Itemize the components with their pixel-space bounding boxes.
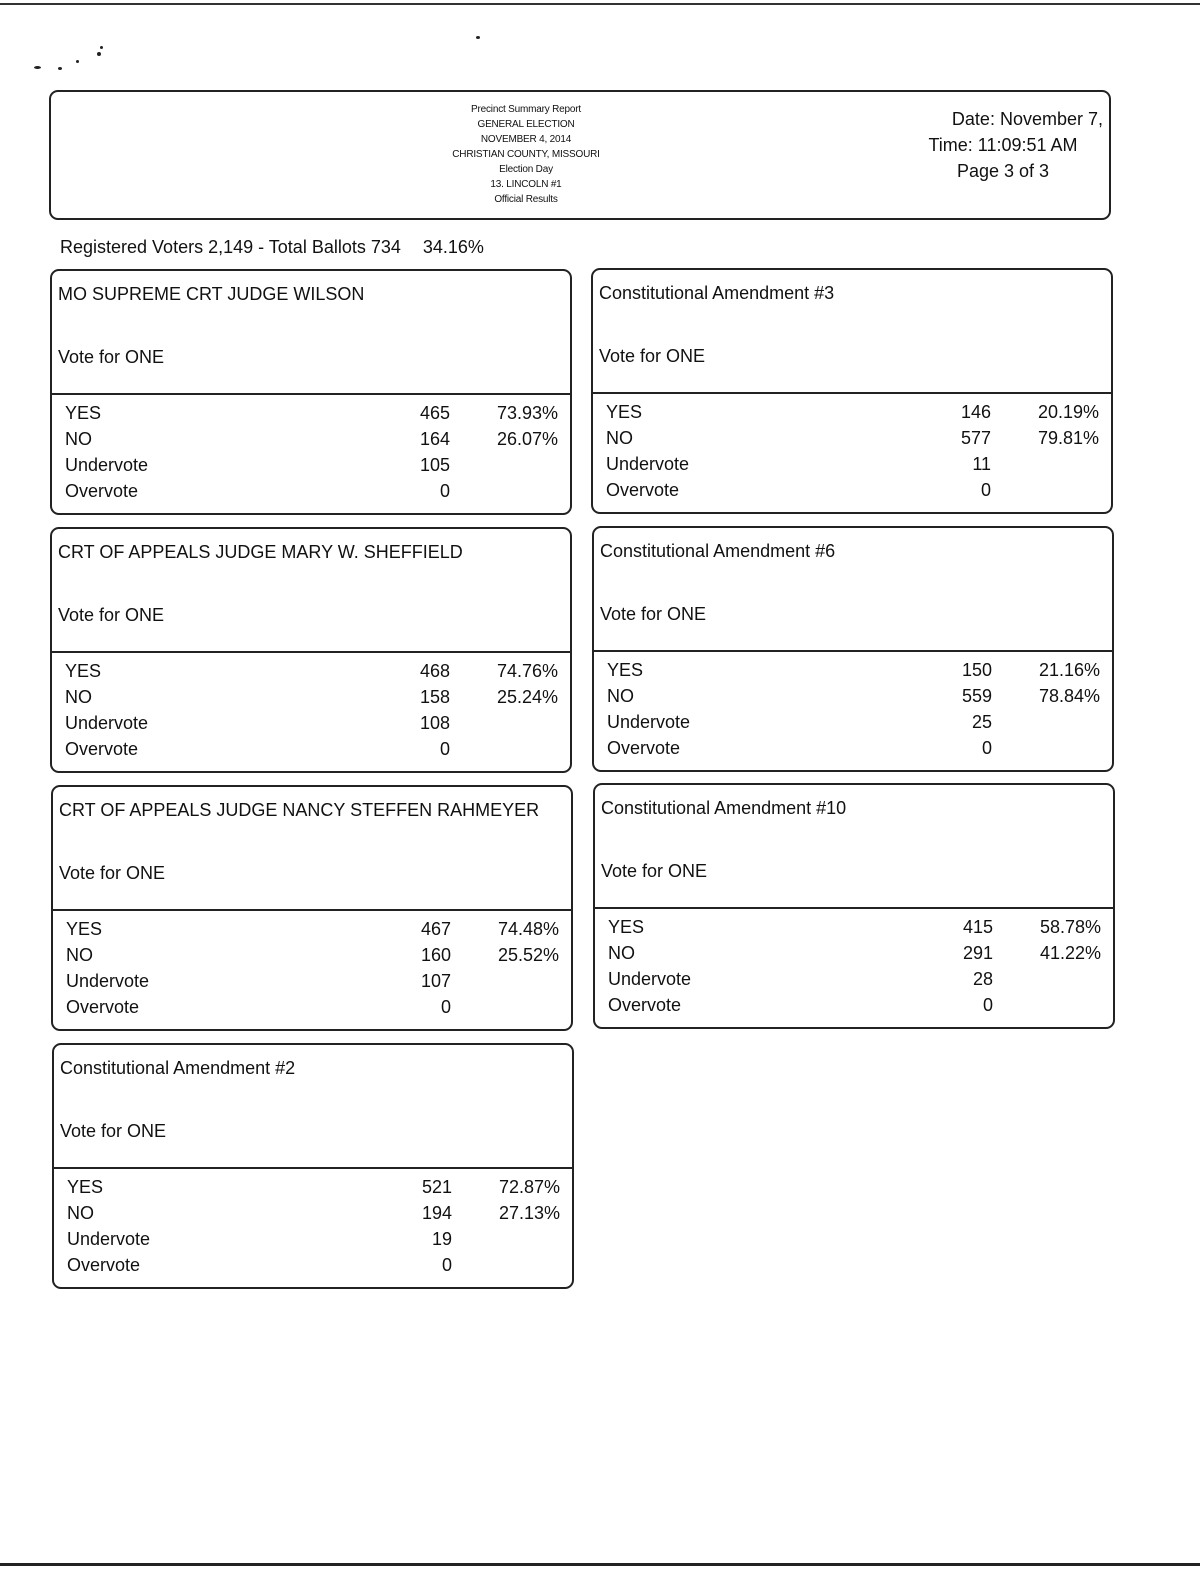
result-row xyxy=(52,429,570,455)
result-row xyxy=(593,454,1111,480)
vote-count: 0 xyxy=(439,481,450,501)
vote-percent: 58.78% xyxy=(1039,917,1101,937)
vote-count: 25 xyxy=(971,712,992,732)
choice-label: Overvote xyxy=(606,480,680,500)
choice-label: Undervote xyxy=(67,1229,151,1249)
vote-percent: 41.22% xyxy=(1039,943,1101,963)
vote-count: 164 xyxy=(419,429,450,449)
result-row xyxy=(54,1177,572,1203)
scan-speck xyxy=(34,66,41,69)
report-title-line: 13. LINCOLN #1 xyxy=(490,179,562,190)
race-header xyxy=(54,1045,572,1169)
race-title: Constitutional Amendment #6 xyxy=(600,541,836,561)
race-header xyxy=(595,785,1113,909)
race-results xyxy=(595,917,1113,1021)
report-time: Time: 11:09:51 AM xyxy=(928,135,1078,155)
choice-label: NO xyxy=(608,943,635,963)
vote-count: 0 xyxy=(981,738,992,758)
race-header xyxy=(52,529,570,653)
report-title-line: GENERAL ELECTION xyxy=(477,119,575,130)
race-results xyxy=(53,919,571,1023)
report-title-line: Election Day xyxy=(499,164,553,175)
choice-label: Overvote xyxy=(607,738,681,758)
choice-label: Overvote xyxy=(67,1255,141,1275)
race-results xyxy=(52,403,570,507)
choice-label: YES xyxy=(608,917,645,937)
race-box xyxy=(591,268,1113,514)
vote-count: 0 xyxy=(980,480,991,500)
result-row xyxy=(595,917,1113,943)
race-vote-for: Vote for ONE xyxy=(600,604,707,624)
vote-count: 0 xyxy=(439,739,450,759)
race-box xyxy=(592,526,1114,772)
vote-percent: 27.13% xyxy=(498,1203,560,1223)
vote-count: 0 xyxy=(982,995,993,1015)
scan-speck xyxy=(97,52,101,56)
vote-count: 150 xyxy=(961,660,992,680)
choice-label: Undervote xyxy=(608,969,692,989)
vote-percent: 20.19% xyxy=(1037,402,1099,422)
race-title: MO SUPREME CRT JUDGE WILSON xyxy=(58,284,365,304)
race-header xyxy=(593,270,1111,394)
race-results xyxy=(594,660,1112,764)
result-row xyxy=(594,660,1112,686)
report-meta xyxy=(903,106,1103,184)
result-row xyxy=(53,997,571,1023)
race-box xyxy=(51,785,573,1031)
report-title-line: CHRISTIAN COUNTY, MISSOURI xyxy=(452,149,600,160)
result-row xyxy=(54,1255,572,1281)
result-row xyxy=(595,969,1113,995)
vote-count: 194 xyxy=(421,1203,452,1223)
race-results xyxy=(593,402,1111,506)
vote-percent: 25.52% xyxy=(497,945,559,965)
vote-count: 465 xyxy=(419,403,450,423)
race-vote-for: Vote for ONE xyxy=(58,605,165,625)
vote-count: 28 xyxy=(972,969,993,989)
turnout-percent: 34.16% xyxy=(422,237,484,257)
scan-speck xyxy=(100,46,103,49)
race-header xyxy=(53,787,571,911)
result-row xyxy=(593,480,1111,506)
choice-label: Undervote xyxy=(606,454,690,474)
result-row xyxy=(595,943,1113,969)
report-title-line: Precinct Summary Report xyxy=(471,104,581,115)
race-header xyxy=(594,528,1112,652)
choice-label: Undervote xyxy=(66,971,150,991)
choice-label: YES xyxy=(67,1177,104,1197)
race-title: CRT OF APPEALS JUDGE MARY W. SHEFFIELD xyxy=(58,542,463,562)
result-row xyxy=(53,919,571,945)
turnout-summary xyxy=(60,237,484,258)
result-row xyxy=(52,403,570,429)
result-row xyxy=(54,1229,572,1255)
race-vote-for: Vote for ONE xyxy=(601,861,708,881)
result-row xyxy=(593,428,1111,454)
report-title-line: NOVEMBER 4, 2014 xyxy=(480,134,572,145)
vote-count: 108 xyxy=(419,713,450,733)
vote-count: 577 xyxy=(960,428,991,448)
vote-count: 415 xyxy=(962,917,993,937)
result-row xyxy=(594,738,1112,764)
choice-label: Overvote xyxy=(66,997,140,1017)
choice-label: Undervote xyxy=(607,712,691,732)
race-results xyxy=(52,661,570,765)
choice-label: NO xyxy=(65,429,92,449)
vote-count: 0 xyxy=(441,1255,452,1275)
vote-count: 559 xyxy=(961,686,992,706)
race-vote-for: Vote for ONE xyxy=(59,863,166,883)
choice-label: Overvote xyxy=(65,739,139,759)
result-row xyxy=(52,481,570,507)
choice-label: NO xyxy=(65,687,92,707)
vote-percent: 74.76% xyxy=(496,661,558,681)
vote-count: 468 xyxy=(419,661,450,681)
result-row xyxy=(54,1203,572,1229)
result-row xyxy=(52,687,570,713)
result-row xyxy=(593,402,1111,428)
vote-percent: 79.81% xyxy=(1037,428,1099,448)
race-header xyxy=(52,271,570,395)
race-box xyxy=(52,1043,574,1289)
choice-label: Overvote xyxy=(65,481,139,501)
vote-percent: 26.07% xyxy=(496,429,558,449)
vote-percent: 74.48% xyxy=(497,919,559,939)
race-box xyxy=(50,527,572,773)
choice-label: Overvote xyxy=(608,995,682,1015)
vote-count: 521 xyxy=(421,1177,452,1197)
race-title: Constitutional Amendment #2 xyxy=(60,1058,296,1078)
vote-count: 19 xyxy=(431,1229,452,1249)
vote-count: 0 xyxy=(440,997,451,1017)
result-row xyxy=(52,739,570,765)
registered-voters-text: Registered Voters 2,149 - Total Ballots 734 xyxy=(60,237,401,257)
race-vote-for: Vote for ONE xyxy=(599,346,706,366)
choice-label: YES xyxy=(66,919,103,939)
result-row xyxy=(53,971,571,997)
result-row xyxy=(594,686,1112,712)
choice-label: NO xyxy=(66,945,93,965)
result-row xyxy=(594,712,1112,738)
vote-percent: 72.87% xyxy=(498,1177,560,1197)
scan-speck xyxy=(476,36,480,39)
choice-label: YES xyxy=(606,402,643,422)
vote-count: 105 xyxy=(419,455,450,475)
vote-percent: 25.24% xyxy=(496,687,558,707)
choice-label: YES xyxy=(65,403,102,423)
scan-edge-top xyxy=(0,3,1200,5)
race-box xyxy=(593,783,1115,1029)
vote-percent: 78.84% xyxy=(1038,686,1100,706)
race-title: CRT OF APPEALS JUDGE NANCY STEFFEN RAHMEYER xyxy=(59,800,540,820)
choice-label: YES xyxy=(65,661,102,681)
choice-label: YES xyxy=(607,660,644,680)
result-row xyxy=(595,995,1113,1021)
race-title: Constitutional Amendment #10 xyxy=(601,798,847,818)
report-title-block xyxy=(381,102,671,207)
vote-percent: 73.93% xyxy=(496,403,558,423)
choice-label: Undervote xyxy=(65,713,149,733)
race-box xyxy=(50,269,572,515)
choice-label: NO xyxy=(607,686,634,706)
choice-label: NO xyxy=(606,428,633,448)
result-row xyxy=(52,713,570,739)
race-vote-for: Vote for ONE xyxy=(60,1121,167,1141)
vote-count: 146 xyxy=(960,402,991,422)
result-row xyxy=(52,661,570,687)
choice-label: NO xyxy=(67,1203,94,1223)
race-title: Constitutional Amendment #3 xyxy=(599,283,835,303)
report-date: Date: November 7, xyxy=(951,109,1103,129)
result-row xyxy=(52,455,570,481)
race-vote-for: Vote for ONE xyxy=(58,347,165,367)
report-header xyxy=(49,90,1111,220)
vote-count: 158 xyxy=(419,687,450,707)
result-row xyxy=(53,945,571,971)
scan-speck xyxy=(58,67,62,70)
report-title-line: Official Results xyxy=(494,194,558,205)
choice-label: Undervote xyxy=(65,455,149,475)
scan-speck xyxy=(76,60,79,63)
scan-edge-bottom xyxy=(0,1563,1200,1566)
race-results xyxy=(54,1177,572,1281)
vote-count: 160 xyxy=(420,945,451,965)
vote-count: 11 xyxy=(972,454,991,474)
vote-count: 291 xyxy=(962,943,993,963)
vote-count: 467 xyxy=(420,919,451,939)
page-indicator: Page 3 of 3 xyxy=(956,161,1050,181)
vote-count: 107 xyxy=(420,971,451,991)
vote-percent: 21.16% xyxy=(1038,660,1100,680)
